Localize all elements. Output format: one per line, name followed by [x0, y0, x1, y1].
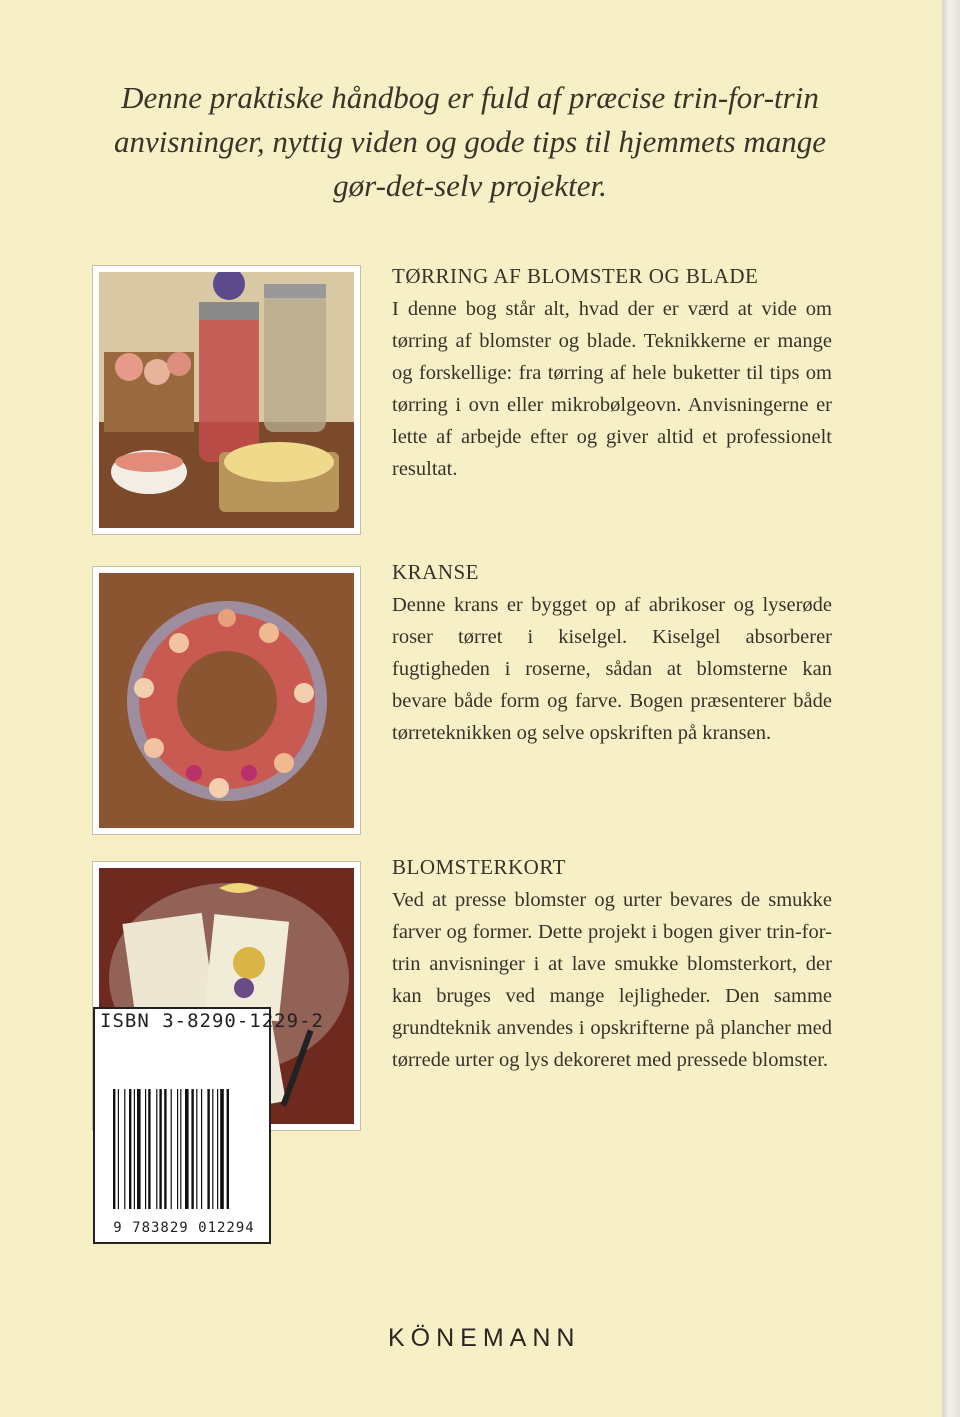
- barcode-bar: [113, 1089, 115, 1209]
- barcode-bar: [129, 1089, 131, 1209]
- photo-dried-flowers-image: [99, 272, 354, 528]
- intro-text: Denne praktiske håndbog er fuld af præcise trin-for-trin anvisninger, nyttig viden og gode tips til hjemmets mange gør-det-selv projekter.: [113, 80, 827, 203]
- photo-wreath: [93, 567, 360, 834]
- barcode-bar: [220, 1089, 224, 1209]
- barcode-bar: [124, 1089, 125, 1209]
- section-drying: [392, 261, 832, 485]
- jars-illustration: [99, 272, 354, 528]
- barcode-number: 9 783829 012294: [113, 1220, 255, 1236]
- section-wreath-heading: KRANSE: [392, 560, 480, 584]
- barcode-bar: [227, 1089, 229, 1209]
- barcode-bar: [164, 1089, 166, 1209]
- barcode-bar: [137, 1089, 141, 1209]
- barcode-bar: [118, 1089, 119, 1209]
- barcode-bar: [171, 1089, 172, 1209]
- barcode-bars: [113, 1089, 253, 1209]
- barcode-box: [93, 1007, 271, 1244]
- barcode-bar: [196, 1089, 197, 1209]
- isbn-label: ISBN 3-8290-1229-2: [100, 1010, 324, 1032]
- barcode-bar: [185, 1089, 189, 1209]
- barcode-bar: [207, 1089, 209, 1209]
- barcode-bar: [148, 1089, 150, 1209]
- section-drying-body: I denne bog står alt, hvad der er værd at vide om tørring af blomster og blade. Teknikkerne er mange og forskellige: fra tørring af hele buketter til tips om tørring i ovn eller mikrobølgeovn. Anvisningerne er lette af arbejde efter og giver altid et professionelt resultat.: [392, 298, 832, 480]
- barcode-bar: [191, 1089, 193, 1209]
- section-drying-heading: TØRRING AF BLOMSTER OG BLADE: [392, 264, 759, 288]
- section-wreath-body: Denne krans er bygget op af abrikoser og lyserøde roser tørret i kiselgel. Kiselgel absorberer fugtigheden i roserne, sådan at blomsterne kan bevare både form og farve. Bogen præsenterer både tørreteknikken og selve opskriften på kransen.: [392, 594, 832, 744]
- section-flower-cards: [392, 852, 832, 1076]
- photo-wreath-image: [99, 573, 354, 828]
- barcode-bar: [180, 1089, 181, 1209]
- barcode-bar: [217, 1089, 218, 1209]
- barcode-bar: [159, 1089, 161, 1209]
- barcode-bar: [145, 1089, 146, 1209]
- section-flower-cards-body: Ved at presse blomster og urter bevares de smukke farver og former. Dette projekt i bogen giver trin-for-trin anvisninger i at lave smukke blomsterkort, der kan bruges ved mange lejligheder. Den samme grundteknik anvendes i opskrifterne på plancher med tørrede urter og lys dekoreret med pressede blomster.: [392, 889, 832, 1071]
- page-edge: [942, 0, 960, 1417]
- section-flower-cards-heading: BLOMSTERKORT: [392, 855, 566, 879]
- wreath-illustration: [99, 573, 354, 828]
- barcode-bar: [201, 1089, 202, 1209]
- publisher-logo: KÖNEMANN: [388, 1324, 581, 1352]
- photo-dried-flowers: [93, 266, 360, 534]
- barcode-bar: [156, 1089, 157, 1209]
- barcode-bar: [134, 1089, 135, 1209]
- section-wreath: [392, 557, 832, 749]
- barcode-bar: [212, 1089, 213, 1209]
- barcode-bar: [177, 1089, 178, 1209]
